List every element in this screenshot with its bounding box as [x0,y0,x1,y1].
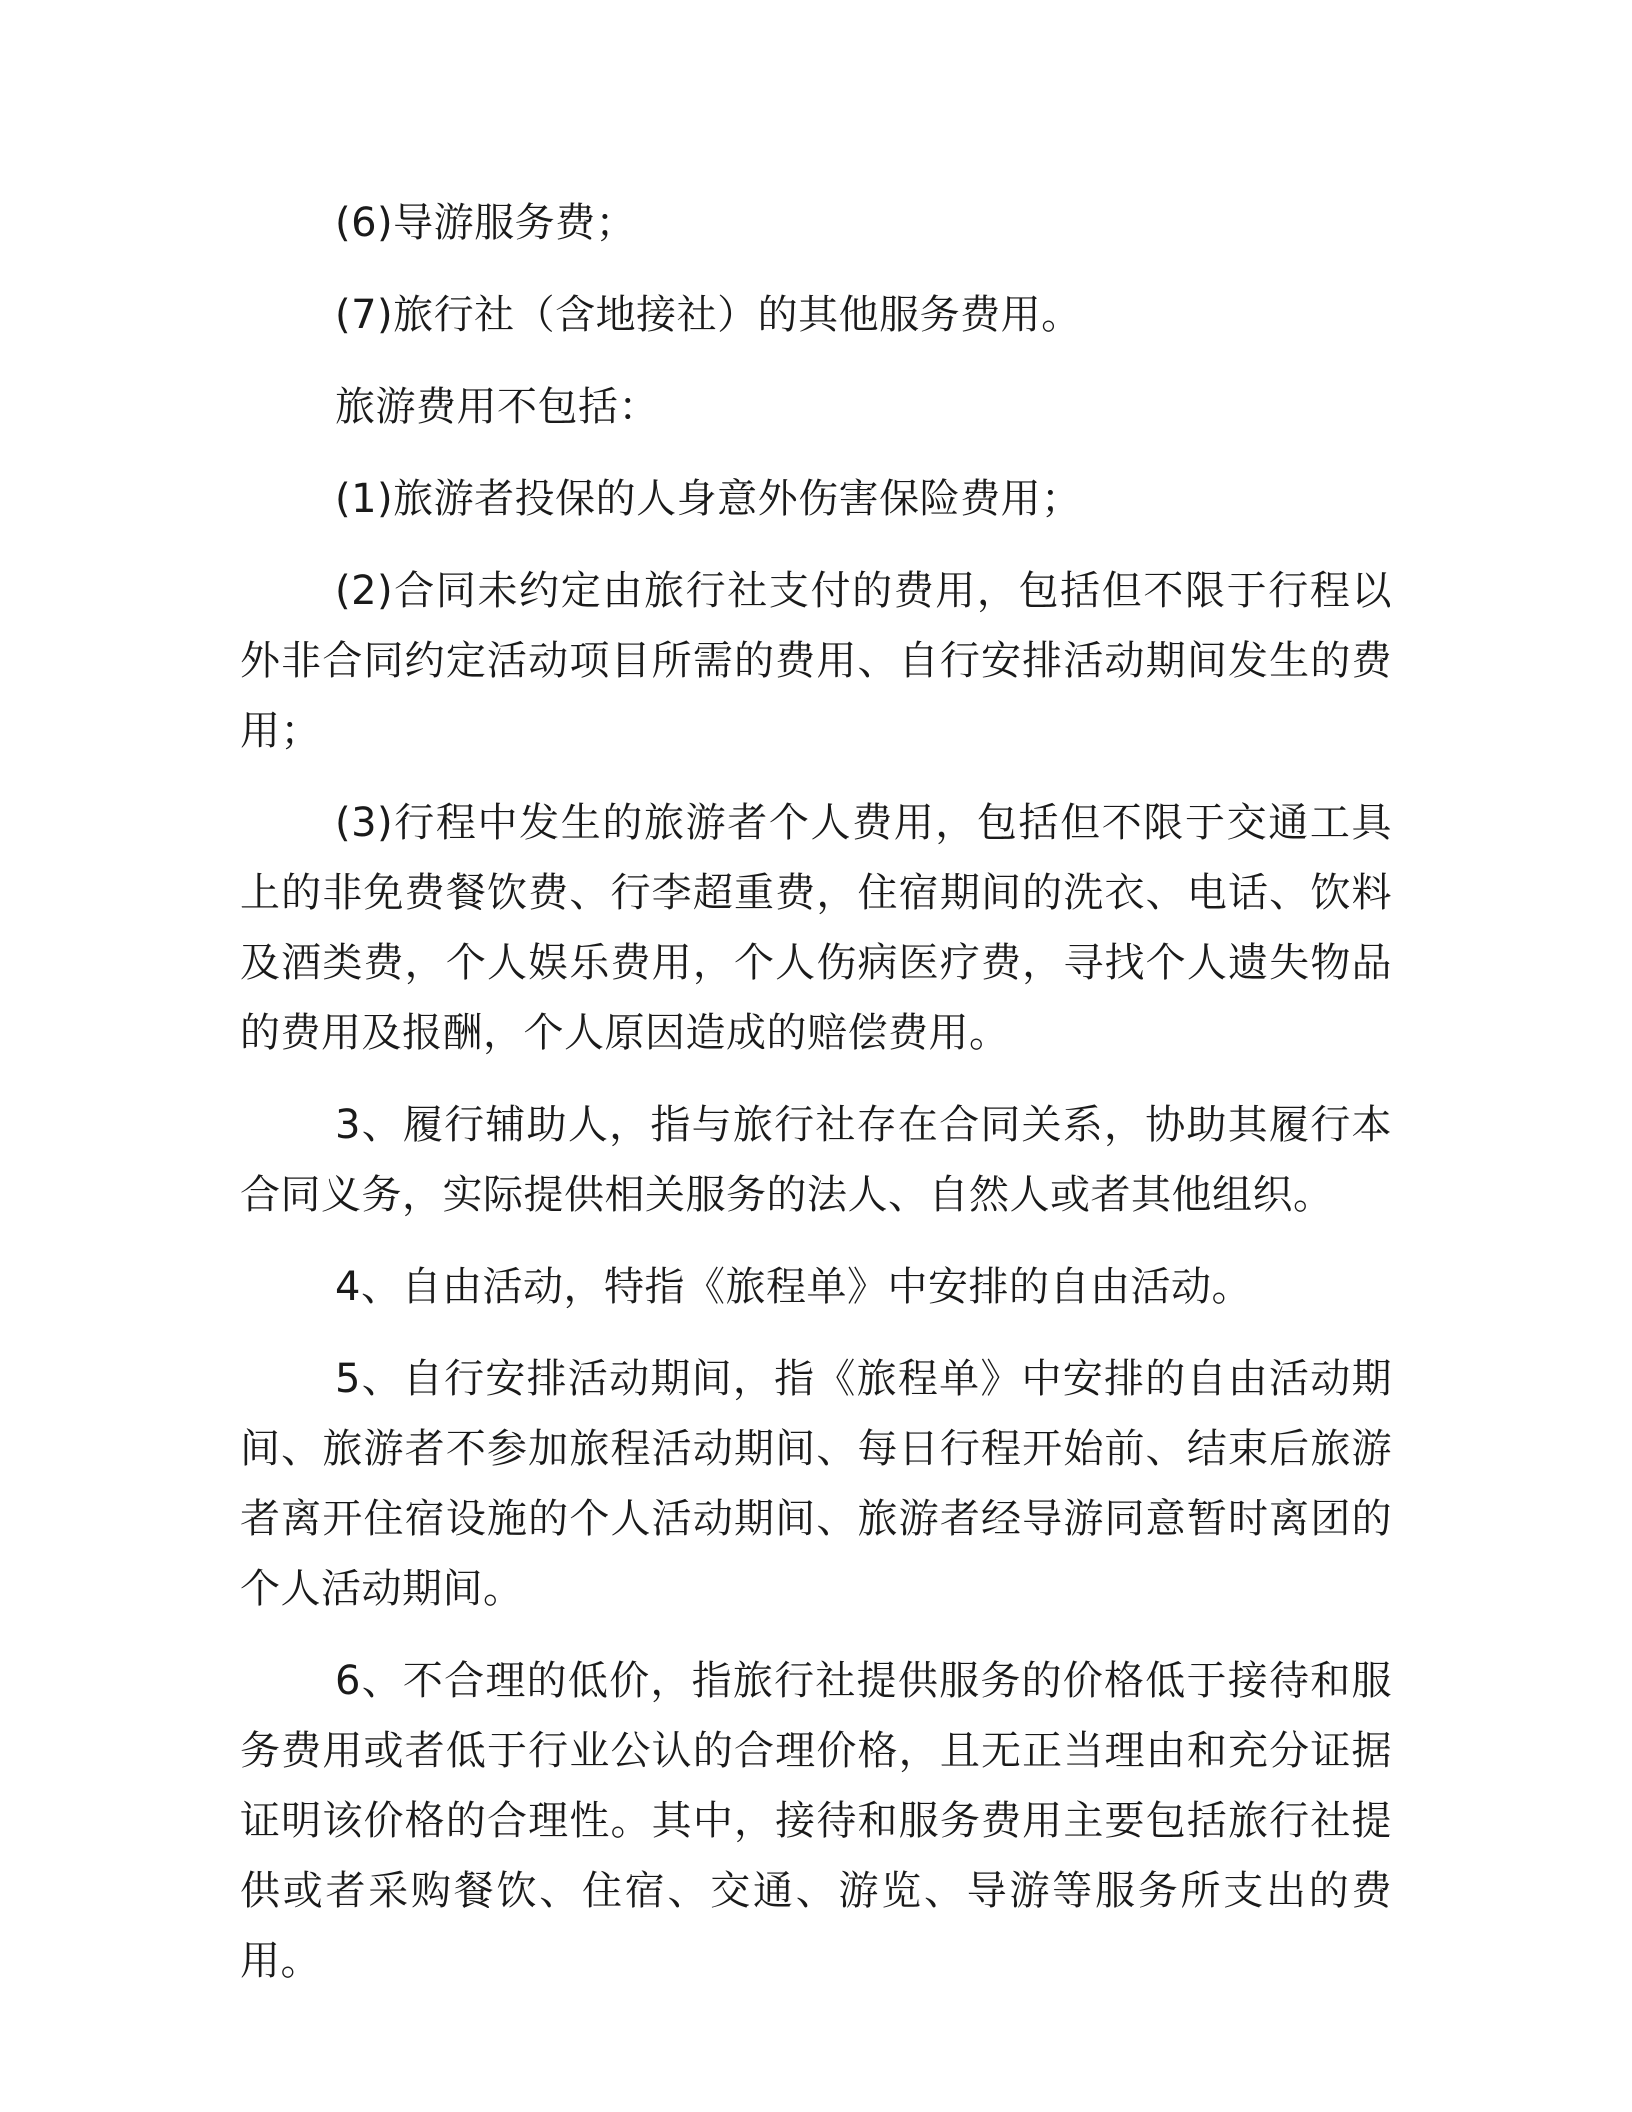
paragraph-excluded-1-insurance: (1)旅游者投保的人身意外伤害保险费用； [335,476,1082,522]
paragraph-excluded-heading: 旅游费用不包括： [335,384,659,430]
paragraph-excluded-3-personal: (3)行程中发生的旅游者个人费用，包括但不限于交通工具上的非免费餐饮费、行李超重费，住宿期间的洗衣、电话、饮料及酒类费，个人娱乐费用，个人伤病医疗费，寻找个人遗失物品的费用及报酬，个人原因造成的赔偿费用。 [240,800,1392,1056]
document-body [240,188,1392,2018]
paragraph-definition-6-low-price: 6、不合理的低价，指旅行社提供服务的价格低于接待和服务费用或者低于行业公认的合理价格，且无正当理由和充分证据证明该价格的合理性。其中，接待和服务费用主要包括旅行社提供或者采购餐饮、住宿、交通、游览、导游等服务所支出的费用。 [240,1658,1392,1984]
paragraph-item-7-other-fees: (7)旅行社（含地接社）的其他服务费用。 [335,292,1082,338]
paragraph-excluded-2-uncontracted: (2)合同未约定由旅行社支付的费用，包括但不限于行程以外非合同约定活动项目所需的费用、自行安排活动期间发生的费用； [240,568,1392,754]
paragraph-definition-4-free-activity: 4、自由活动，特指《旅程单》中安排的自由活动。 [335,1264,1252,1310]
paragraph-item-6-guide-fee: (6)导游服务费； [335,200,637,246]
paragraph-definition-5-self-arranged: 5、自行安排活动期间，指《旅程单》中安排的自由活动期间、旅游者不参加旅程活动期间、每日行程开始前、结束后旅游者离开住宿设施的个人活动期间、旅游者经导游同意暂时离团的个人活动期间。 [240,1356,1392,1612]
paragraph-definition-3-auxiliary: 3、履行辅助人，指与旅行社存在合同关系，协助其履行本合同义务，实际提供相关服务的法人、自然人或者其他组织。 [240,1102,1392,1218]
